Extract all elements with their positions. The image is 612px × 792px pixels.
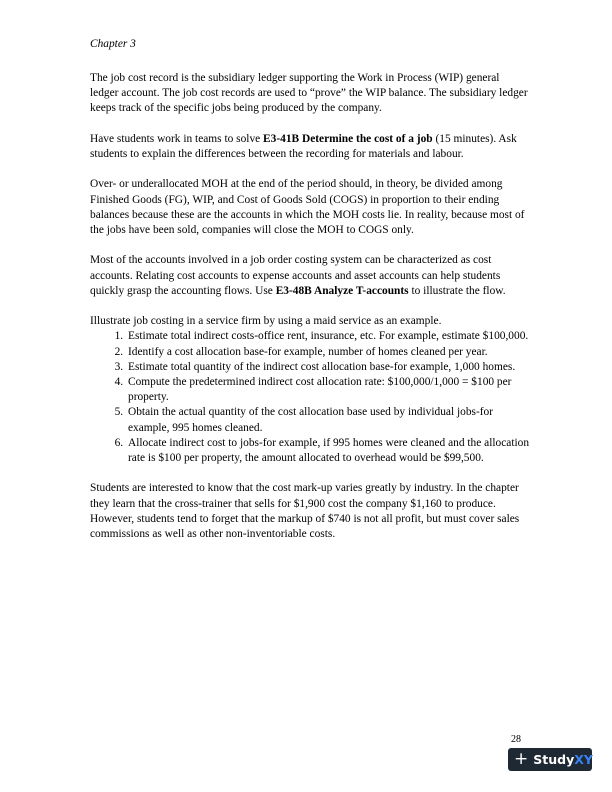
paragraph-service-firm-intro: Illustrate job costing in a service firm by using a maid service as an example. xyxy=(90,315,442,328)
plus-icon: + xyxy=(514,749,529,769)
page-number: 28 xyxy=(511,734,521,745)
cost-accounts-text-after: to illustrate the flow. xyxy=(408,284,506,297)
page-body xyxy=(90,71,530,557)
studyxy-logo xyxy=(508,748,592,771)
list-item: 3. Estimate total quantity of the indirect cost allocation base-for example, 1,000 homes. xyxy=(126,360,530,375)
list-item: 4. Compute the predetermined indirect cost allocation rate: $100,000/1,000 = $100 per property. xyxy=(126,375,530,405)
list-item: 5. Obtain the actual quantity of the cost allocation base used by individual jobs-for example, 995 homes cleaned. xyxy=(126,405,530,435)
team-exercise-text-before: Have students work in teams to solve xyxy=(90,132,264,145)
paragraph-job-cost-record: The job cost record is the subsidiary ledger supporting the Work in Process (WIP) general ledger account. The job cost records are used to “prove” the WIP balance. The subsidiary ledger keeps track of the specific jobs being produced by the company. xyxy=(90,72,528,115)
paragraph-over-underallocated-moh: Over- or underallocated MOH at the end of the period should, in theory, be divided among Finished Goods (FG), WIP, and Cost of Goods Sold (COGS) in proportion to their ending balances because these are the accounts in which the MOH costs lie. In reality, because most of the jobs have been sold, companies will close the MOH to COGS only. xyxy=(90,178,525,236)
logo-xy-text: XY xyxy=(574,751,593,767)
logo-study-text: Study xyxy=(533,751,575,767)
paragraph-cost-markup: Students are interested to know that the cost mark-up varies greatly by industry. In the chapter they learn that the cross-trainer that sells for $1,900 cost the company $1,160 to produce. However, students tend to forget that the markup of $740 is not all profit, but must cover sales commissions as well as other non-inventoriable costs. xyxy=(90,482,520,541)
exercise-reference-e3-48b: E3-48B Analyze T-accounts xyxy=(275,284,409,297)
exercise-reference-e3-41b: E3-41B Determine the cost of a job xyxy=(263,132,433,145)
cost-accounts-text-before: Most of the accounts involved in a job order costing system can be characterized as cost accounts. Relating cost accounts to expense accounts and asset accounts can help students quickly grasp the accounting flows. Use xyxy=(90,254,501,297)
team-exercise-text-after: (15 minutes). Ask students to explain the differences between the recording for materials and labour. xyxy=(90,132,517,160)
paragraph-team-exercise xyxy=(90,132,530,162)
list-item: 6. Allocate indirect cost to jobs-for example, if 995 homes were cleaned and the allocation rate is $100 per property, the amount allocated to overhead would be $99,500. xyxy=(126,436,530,466)
service-firm-steps-list xyxy=(90,329,530,466)
list-item: 1. Estimate total indirect costs-office rent, insurance, etc. For example, estimate $100,000. xyxy=(126,329,530,344)
chapter-header: Chapter 3 xyxy=(90,38,136,50)
list-item: 2. Identify a cost allocation base-for example, number of homes cleaned per year. xyxy=(126,345,530,360)
paragraph-cost-accounts xyxy=(90,253,530,299)
